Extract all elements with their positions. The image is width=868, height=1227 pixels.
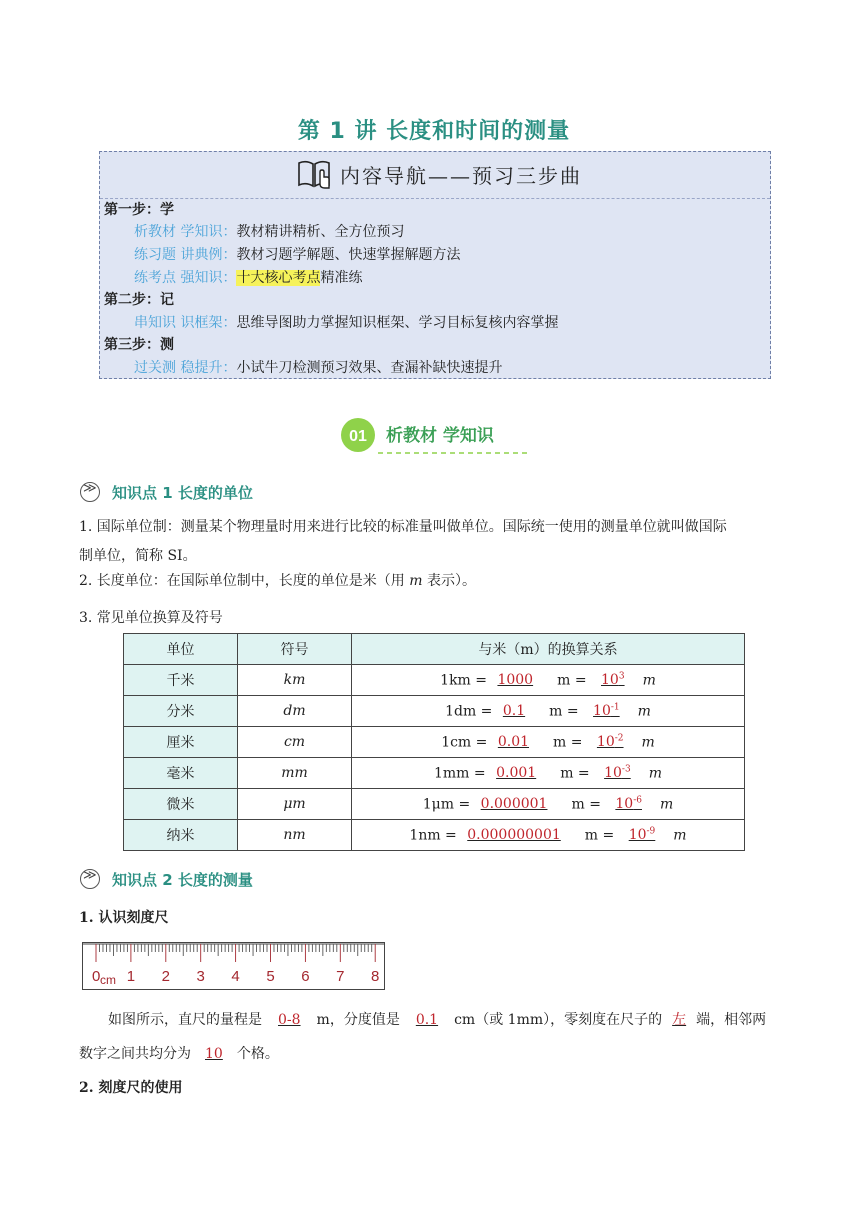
desc2-text-b: 个格。 <box>236 1046 279 1062</box>
nav-row-3-highlight: 十大核心考点 <box>236 270 321 286</box>
desc1-text-a: 如图所示，直尺的量程是 <box>108 1012 262 1028</box>
table-row <box>124 758 745 789</box>
conversion-answer-1: 1000 <box>497 672 534 689</box>
cell-conversion <box>352 665 745 696</box>
nav-row-4-key: 串知识 识框架： <box>134 315 237 331</box>
table-row <box>124 696 745 727</box>
cell-symbol: km <box>238 665 352 696</box>
ruler-number: 4 <box>231 968 240 985</box>
conversion-mid: m = <box>553 734 587 751</box>
cell-unit: 毫米 <box>124 758 238 789</box>
conversion-end: m <box>659 796 674 813</box>
section-label: 析教材 学知识 <box>386 426 494 446</box>
answer-segments: 10 <box>205 1046 223 1062</box>
nav-row-5-value: 小试牛刀检测预习效果、查漏补缺快速提升 <box>236 360 503 376</box>
nav-row-3-key: 练考点 强知识： <box>134 270 237 286</box>
knowledge-point-2-heading <box>80 869 253 890</box>
nav-header <box>100 152 770 199</box>
answer-2-base: 10 <box>604 765 622 782</box>
header-unit: 单位 <box>124 634 238 665</box>
conversion-lhs: 1μm = <box>422 796 475 813</box>
nav-row-3 <box>104 268 362 288</box>
paragraph-2 <box>79 571 476 591</box>
answer-2-base: 10 <box>615 796 634 813</box>
nav-row-4 <box>104 313 558 333</box>
answer-2-base: 10 <box>628 827 647 844</box>
nav-row-2-key: 练习题 讲典例： <box>134 247 237 263</box>
ruler-figure <box>82 942 385 990</box>
ruler-unit-label: cm <box>100 973 116 987</box>
book-icon <box>296 158 332 190</box>
cell-symbol: μm <box>238 789 352 820</box>
conversion-lhs: 1dm = <box>445 703 497 720</box>
conversion-mid: m = <box>584 827 619 844</box>
cell-unit: 分米 <box>124 696 238 727</box>
ruler-number: 1 <box>126 968 136 985</box>
cell-symbol: mm <box>238 758 352 789</box>
conversion-mid: m = <box>560 765 595 782</box>
answer-zero-side: 左 <box>672 1012 687 1028</box>
answer-2-exponent: 3 <box>618 671 625 682</box>
conversion-answer-1: 0.1 <box>502 703 526 720</box>
paragraph-1b: 制单位，简称 SI。 <box>79 548 197 564</box>
paragraph-3: 3. 常见单位换算及符号 <box>79 610 223 626</box>
conversion-answer-2 <box>583 703 638 719</box>
ruler-number: 5 <box>266 968 275 985</box>
conversion-answer-1: 0.000001 <box>480 796 548 813</box>
ruler-number: 8 <box>371 968 380 985</box>
nav-row-2-value: 教材习题学解题、快速掌握解题方法 <box>236 247 461 263</box>
conversion-answer-1: 0.01 <box>497 734 530 751</box>
table-row <box>124 727 745 758</box>
header-conversion: 与米（m）的换算关系 <box>352 634 745 665</box>
conversion-end: m <box>648 765 662 782</box>
conversion-end: m <box>642 672 656 689</box>
cell-unit: 微米 <box>124 789 238 820</box>
ruler-svg <box>83 943 384 989</box>
step-3-label: 第三步：测 <box>104 337 174 353</box>
conversion-answer-2 <box>605 796 660 812</box>
nav-row-3-value: 精准练 <box>320 270 363 286</box>
conversion-answer-2 <box>619 827 674 843</box>
answer-division: 0.1 <box>415 1012 439 1028</box>
desc1-text-b: m，分度值是 <box>316 1012 400 1028</box>
cell-symbol: nm <box>238 820 352 851</box>
conversion-answer-2 <box>587 734 642 750</box>
nav-title: 内容导航——预习三步曲 <box>340 164 582 188</box>
step-2-label: 第二步：记 <box>104 292 174 308</box>
unit-conversion-table <box>123 633 745 851</box>
step-1-label: 第一步：学 <box>104 202 174 218</box>
cell-symbol: cm <box>238 727 352 758</box>
desc1-text-d: 端，相邻两 <box>696 1012 767 1028</box>
conversion-end: m <box>637 703 651 720</box>
cell-conversion <box>352 727 745 758</box>
answer-2-exponent: -6 <box>633 795 642 806</box>
conversion-lhs: 1nm = <box>409 827 462 844</box>
answer-range: 0-8 <box>278 1012 301 1028</box>
cell-conversion <box>352 820 745 851</box>
nav-row-1-value: 教材精讲精析、全方位预习 <box>236 224 405 240</box>
ruler-number: 6 <box>301 968 310 985</box>
knowledge-point-1-title: 知识点 1 长度的单位 <box>112 484 253 502</box>
knowledge-point-1-heading <box>80 482 253 503</box>
cell-unit: 千米 <box>124 665 238 696</box>
conversion-lhs: 1cm = <box>441 734 492 751</box>
answer-2-exponent: -9 <box>646 826 656 837</box>
answer-2-exponent: -1 <box>610 702 620 713</box>
nav-row-1 <box>104 222 404 242</box>
section-number: 01 <box>349 428 367 445</box>
paragraph-1a: 1. 国际单位制：测量某个物理量时用来进行比较的标准量叫做单位。国际统一使用的测量单位就叫做国际 <box>79 519 727 535</box>
conversion-lhs: 1km = <box>440 672 492 689</box>
nav-row-2 <box>104 245 460 265</box>
nav-row-5 <box>104 358 502 378</box>
ruler-number: 7 <box>336 968 345 985</box>
answer-2-base: 10 <box>593 703 611 720</box>
ruler-description-line-2 <box>79 1044 279 1064</box>
nav-row-4-value: 思维导图助力掌握知识框架、学习目标复核内容掌握 <box>236 315 559 331</box>
cell-conversion <box>352 758 745 789</box>
table-row <box>124 789 745 820</box>
cell-unit: 纳米 <box>124 820 238 851</box>
cell-conversion <box>352 696 745 727</box>
subheading-ruler-usage: 2. 刻度尺的使用 <box>79 1080 183 1096</box>
header-symbol: 符号 <box>238 634 352 665</box>
conversion-mid: m = <box>571 796 606 813</box>
nav-row-5-key: 过关测 稳提升： <box>134 360 237 376</box>
conversion-lhs: 1mm = <box>434 765 491 782</box>
section-banner <box>338 416 538 456</box>
ruler-number: 0 <box>92 968 101 985</box>
desc1-text-c: cm（或 1mm），零刻度在尺子的 <box>454 1012 663 1028</box>
conversion-mid: m = <box>549 703 584 720</box>
conversion-mid: m = <box>557 672 591 689</box>
cell-unit: 厘米 <box>124 727 238 758</box>
ruler-description-line-1 <box>108 1010 766 1030</box>
cell-symbol: dm <box>238 696 352 727</box>
content-navigation-box <box>99 151 771 379</box>
answer-2-base: 10 <box>596 734 615 751</box>
conversion-answer-1: 0.001 <box>496 765 537 782</box>
cell-conversion <box>352 789 745 820</box>
conversion-answer-2 <box>594 765 649 781</box>
table-row <box>124 820 745 851</box>
page-title: 第 1 讲 长度和时间的测量 <box>297 119 571 144</box>
double-chevron-icon <box>80 869 100 889</box>
paragraph-2-post: 表示）。 <box>422 573 476 589</box>
paragraph-2-pre: 2. 长度单位：在国际单位制中，长度的单位是米（用 <box>79 573 410 589</box>
answer-2-exponent: -2 <box>614 733 624 744</box>
conversion-answer-2 <box>591 672 643 688</box>
conversion-end: m <box>641 734 655 751</box>
conversion-answer-1: 0.000000001 <box>467 827 561 844</box>
table-header-row <box>124 634 745 665</box>
desc2-text-a: 数字之间共均分为 <box>79 1046 191 1062</box>
subheading-ruler: 1. 认识刻度尺 <box>79 910 169 926</box>
table-row <box>124 665 745 696</box>
ruler-number: 3 <box>196 968 205 985</box>
answer-2-exponent: -3 <box>621 764 631 775</box>
answer-2-base: 10 <box>601 672 619 689</box>
nav-row-1-key: 析教材 学知识： <box>134 224 237 240</box>
knowledge-point-2-title: 知识点 2 长度的测量 <box>112 871 253 889</box>
ruler-number: 2 <box>161 968 170 985</box>
double-chevron-icon <box>80 482 100 502</box>
paragraph-2-symbol: m <box>409 573 423 589</box>
conversion-end: m <box>673 827 687 844</box>
